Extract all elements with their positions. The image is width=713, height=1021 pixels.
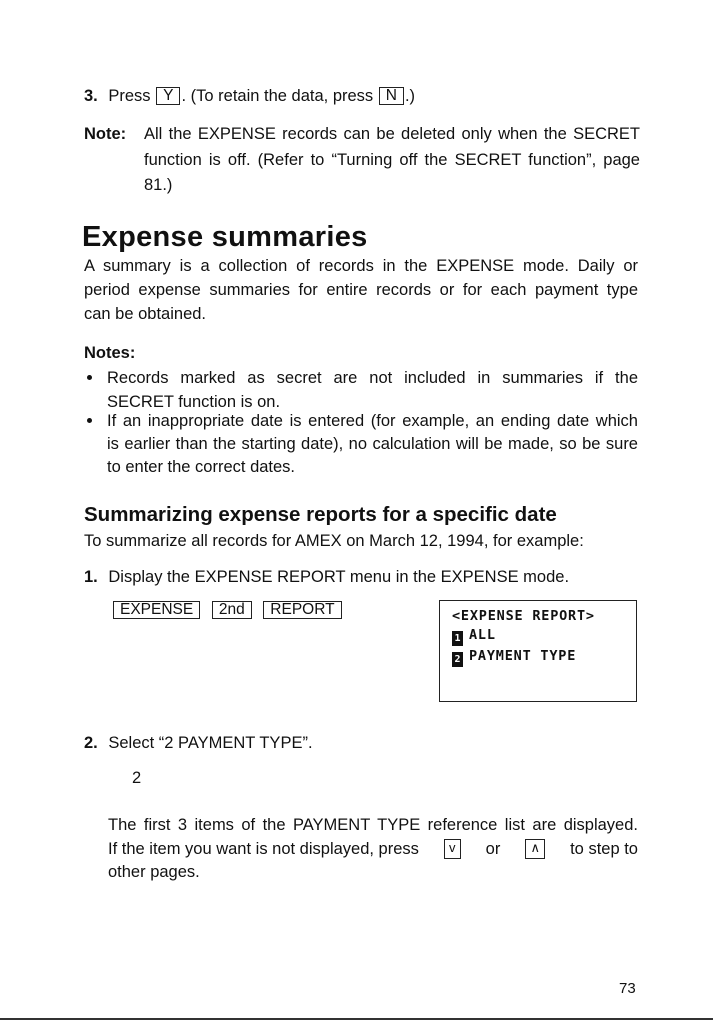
step3-line xyxy=(84,86,415,106)
lcd-item2-label: PAYMENT TYPE xyxy=(469,648,577,664)
key-down-button: v xyxy=(444,839,461,859)
notes-bullet1-line-2: SECRET function is on. xyxy=(107,393,281,411)
key-report-button: REPORT xyxy=(263,601,341,619)
step2-para-line-1: The first 3 items of the PAYMENT TYPE reference list are displayed. xyxy=(108,816,638,834)
heading-expense-summaries: Expense summaries xyxy=(82,221,368,253)
note-label: Note: xyxy=(84,125,127,143)
step2-key-input: 2 xyxy=(132,769,142,787)
step2-text: Select “2 PAYMENT TYPE”. xyxy=(108,734,313,752)
summary-line-2: period expense summaries for entire records or for each payment type xyxy=(84,281,638,299)
summary-line-3: can be obtained. xyxy=(84,305,207,323)
lcd-item-all xyxy=(452,627,496,646)
key-n-button: N xyxy=(379,87,404,105)
notes-bullet1-line-1: Records marked as secret are not included in summaries if the xyxy=(107,369,638,387)
step1-text: Display the EXPENSE REPORT menu in the EXPENSE mode. xyxy=(108,568,570,586)
lcd-item-payment-type xyxy=(452,648,576,667)
note-line-2: function is off. (Refer to “Turning off the SECRET function”, page xyxy=(144,151,640,169)
intro-text: To summarize all records for AMEX on March 12, 1994, for example: xyxy=(84,532,584,550)
step3-text-c: .) xyxy=(404,87,416,105)
key-up-button: ∧ xyxy=(525,839,545,859)
step2-para-line-2a: If the item you want is not displayed, press xyxy=(108,840,419,858)
step1-line xyxy=(84,567,569,587)
step2-number: 2. xyxy=(84,734,98,752)
lcd-item1-number: 1 xyxy=(452,631,463,646)
lcd-item1-label: ALL xyxy=(469,627,496,643)
step3-text-a: Press xyxy=(108,87,151,105)
lcd-title: <EXPENSE REPORT> xyxy=(452,608,595,624)
notes-bullet2-line-1: If an inappropriate date is entered (for example, an ending date which xyxy=(107,412,638,430)
note-line-1: All the EXPENSE records can be deleted only when the SECRET xyxy=(144,125,640,143)
step2-para-line-2 xyxy=(108,839,638,859)
heading-specific-date: Summarizing expense reports for a specific date xyxy=(84,503,557,526)
step2-para-line-2c: to step to xyxy=(570,840,638,858)
bottom-rule xyxy=(0,1018,713,1020)
lcd-item2-number: 2 xyxy=(452,652,463,667)
page-number: 73 xyxy=(619,980,636,997)
summary-line-1: A summary is a collection of records in the EXPENSE mode. Daily or xyxy=(84,257,638,275)
step2-line xyxy=(84,733,313,753)
step3-number: 3. xyxy=(84,87,98,105)
step1-number: 1. xyxy=(84,568,98,586)
key-2nd-button: 2nd xyxy=(212,601,252,619)
step2-para-line-2b: or xyxy=(485,840,501,858)
key-expense-button: EXPENSE xyxy=(113,601,200,619)
note-line-3: 81.) xyxy=(144,176,173,194)
key-y-button: Y xyxy=(156,87,180,105)
notes-label: Notes: xyxy=(84,344,136,362)
notes-bullet2-line-3: to enter the correct dates. xyxy=(107,458,296,476)
step2-para-line-3: other pages. xyxy=(108,863,200,881)
step3-text-b: . (To retain the data, press xyxy=(181,87,374,105)
step1-keys xyxy=(112,600,343,620)
bullet-2 xyxy=(87,418,92,423)
notes-bullet2-line-2: is earlier than the starting date), no calculation will be made, so be sure xyxy=(107,435,638,453)
bullet-1 xyxy=(87,375,92,380)
lcd-display xyxy=(439,600,637,702)
